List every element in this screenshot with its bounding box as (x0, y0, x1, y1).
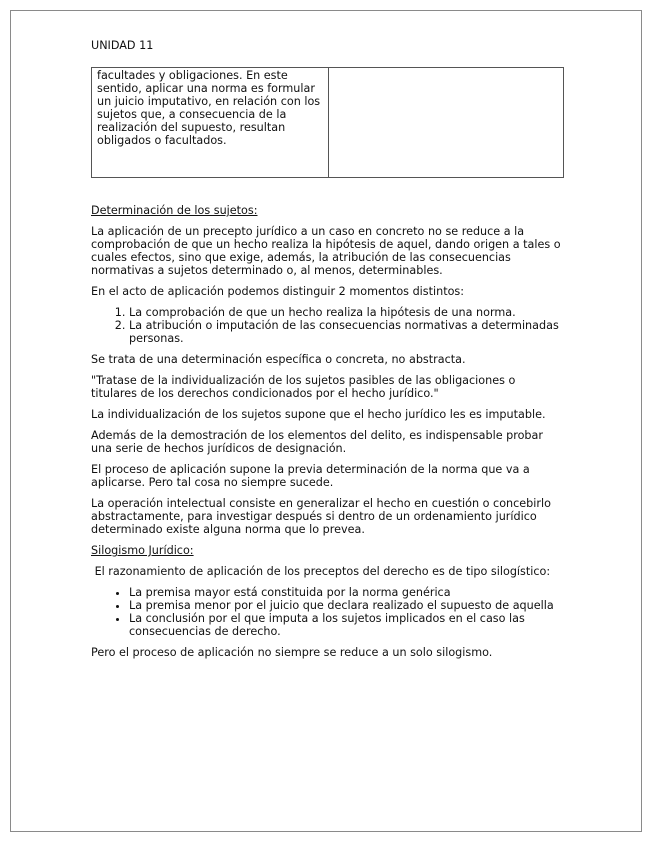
document-page (10, 10, 642, 832)
table-cell-right (329, 68, 564, 178)
list-item: 2. La atribución o imputación de las consecuencias normativas a determinadas personas. (129, 319, 563, 345)
list-item: 1. La comprobación de que un hecho realiza la hipótesis de una norma. (129, 306, 563, 319)
unit-header: UNIDAD 11 (91, 39, 154, 52)
bullet-list-premises (91, 586, 563, 638)
list-item: • La conclusión por el que imputa a los sujetos implicados en el caso las consecuencias de derecho. (129, 612, 563, 638)
page-content (91, 39, 563, 667)
paragraph: La aplicación de un precepto jurídico a un caso en concreto no se reduce a la comprobación de que un hecho realiza la hipótesis de aquel, dando origen a tales o cuales efectos, sino que exige, además, la atribución de las consecuencias normativas a sujetos determinado o, al menos, determinables. (91, 225, 561, 277)
table-cell-left: facultades y obligaciones. En este sentido, aplicar una norma es formular un juicio imputativo, en relación con los sujetos que, a consecuencia de la realización del supuesto, resultan obligados o facultados. (92, 68, 329, 178)
paragraph: El proceso de aplicación supone la previa determinación de la norma que va a aplicarse. Pero tal cosa no siempre sucede. (91, 463, 530, 489)
continuation-table (91, 67, 564, 178)
paragraph: La operación intelectual consiste en generalizar el hecho en cuestión o concebirlo abstractamente, para investigar después si dentro de un ordenamiento jurídico determinado existe alguna norma que lo prevea. (91, 497, 551, 536)
table-row (92, 68, 564, 178)
list-item: • La premisa menor por el juicio que declara realizado el supuesto de aquella (129, 599, 563, 612)
quote-paragraph: "Tratase de la individualización de los sujetos pasibles de las obligaciones o titulares de los derechos condicionados por el hecho jurídico." (91, 374, 516, 400)
paragraph: En el acto de aplicación podemos distinguir 2 momentos distintos: (91, 285, 465, 298)
paragraph: La individualización de los sujetos supone que el hecho jurídico les es imputable. (91, 408, 546, 421)
list-item: • La premisa mayor está constituida por la norma genérica (129, 586, 563, 599)
section-heading-silogismo: Silogismo Jurídico: (91, 544, 194, 557)
paragraph: Además de la demostración de los elementos del delito, es indispensable probar una serie de hechos jurídicos de designación. (91, 429, 543, 455)
paragraph: Pero el proceso de aplicación no siempre se reduce a un solo silogismo. (91, 646, 493, 659)
section-heading-determinacion: Determinación de los sujetos: (91, 204, 258, 217)
paragraph: El razonamiento de aplicación de los preceptos del derecho es de tipo silogístico: (91, 565, 551, 578)
numbered-list-moments (91, 306, 563, 345)
paragraph: Se trata de una determinación específica o concreta, no abstracta. (91, 353, 466, 366)
